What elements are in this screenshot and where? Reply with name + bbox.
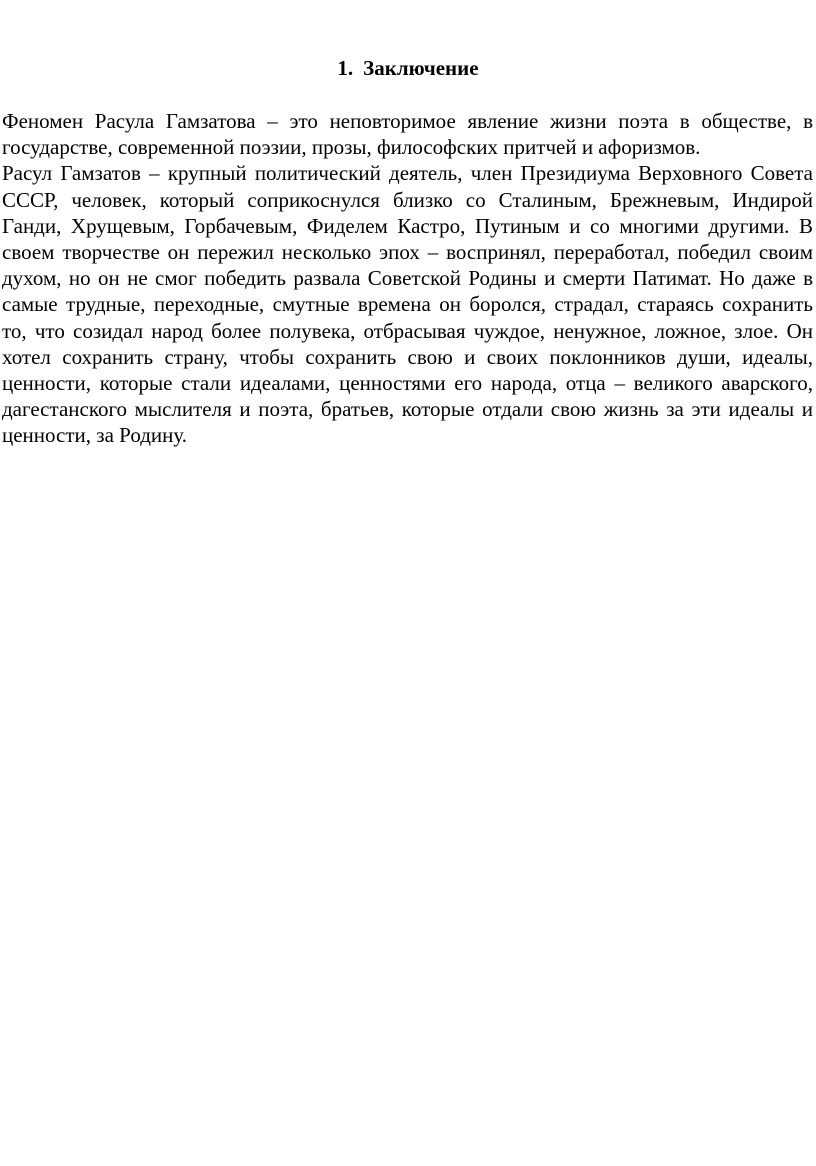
paragraph: Феномен Расула Гамзатова – это неповторимое явление жизни поэта в обществе, в государстве, современной поэзии, прозы, философских притчей и афоризмов. bbox=[2, 109, 813, 160]
section-heading bbox=[0, 54, 816, 82]
section-title: Заключение bbox=[363, 56, 479, 80]
body-text bbox=[2, 108, 813, 449]
paragraph: Расул Гамзатов – крупный политический деятель, член Президиума Верховного Совета СССР, человек, который соприкоснулся близко со Сталиным, Брежневым, Индирой Ганди, Хрущевым, Горбачевым, Фиделем Кастро, Путиным и со многими другими. В своем творчестве он пережил несколько эпох – воспринял, переработал, победил своим духом, но он не смог победить развала Советской Родины и смерти Патимат. Но даже в самые трудные, переходные, смутные времена он боролся, страдал, стараясь сохранить то, что созидал народ более полувека, отбрасывая чуждое, ненужное, ложное, злое. Он хотел сохранить страну, чтобы сохранить свою и своих поклонников души, идеалы, ценности, которые стали идеалами, ценностями его народа, отца – великого аварского, дагестанского мыслителя и поэта, братьев, которые отдали свою жизнь за эти идеалы и ценности, за Родину. bbox=[2, 161, 813, 448]
section-number: 1. bbox=[337, 56, 354, 80]
